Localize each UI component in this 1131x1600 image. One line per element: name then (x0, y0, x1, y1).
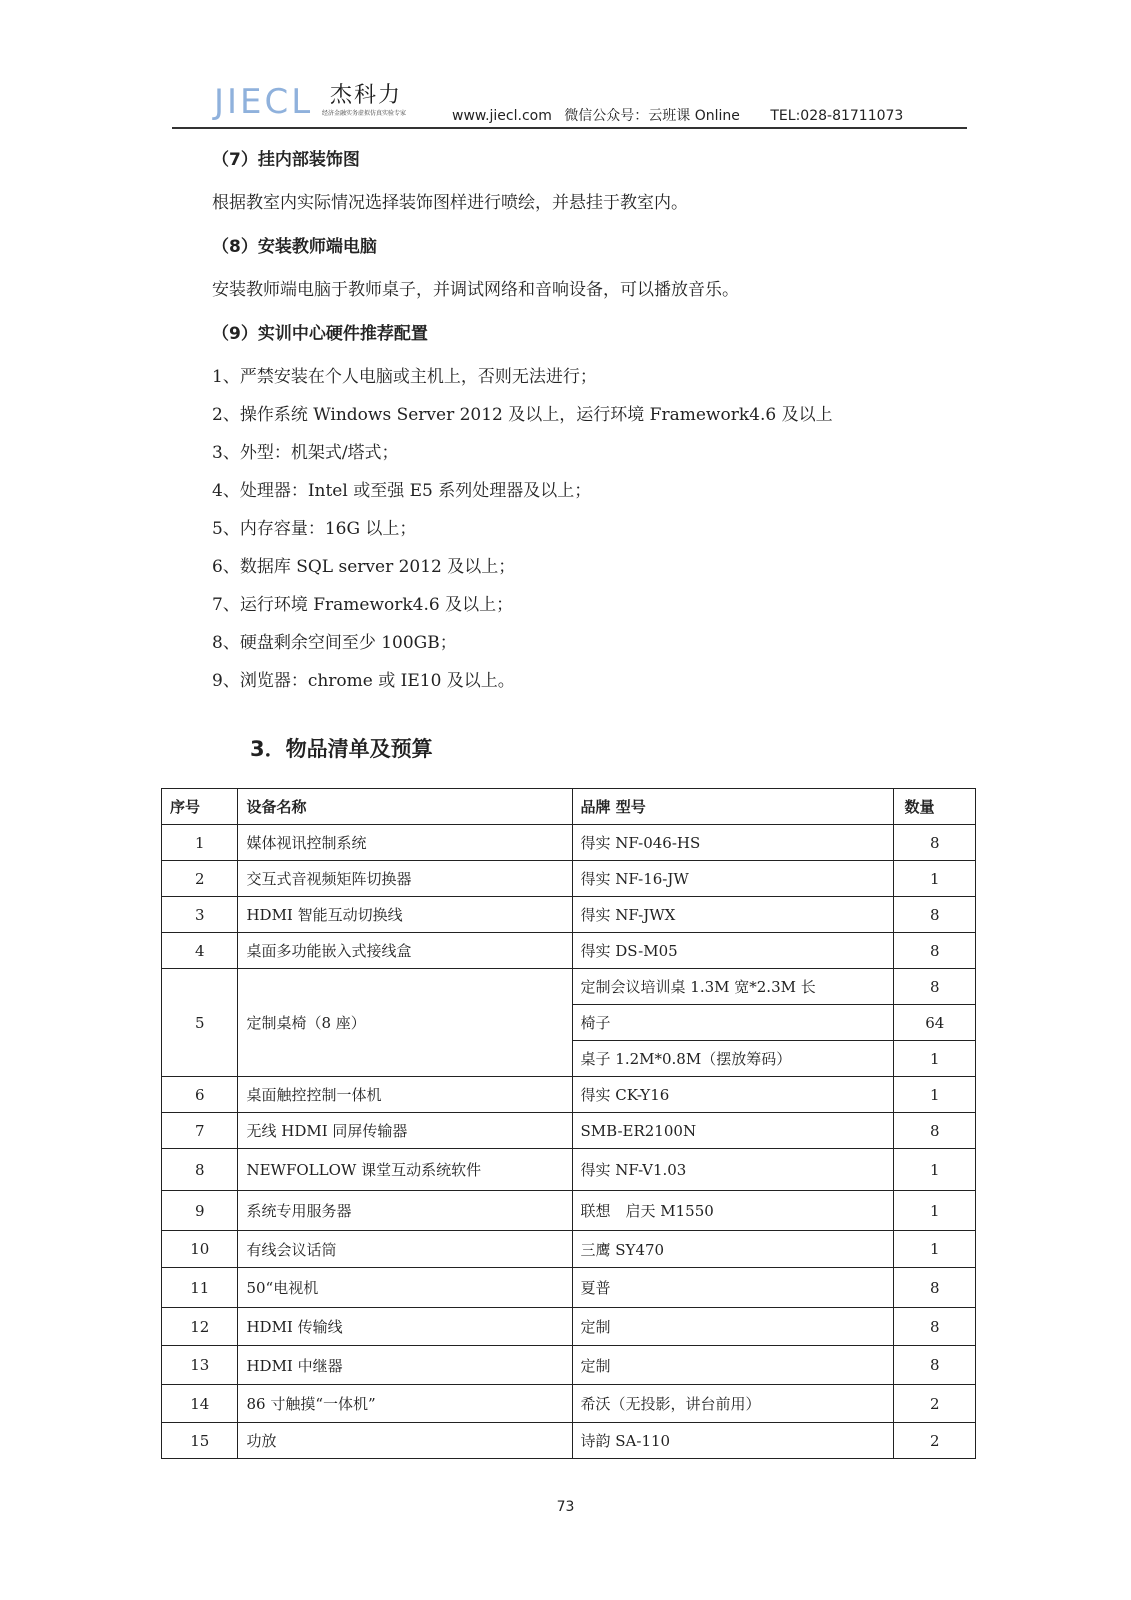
table-row (162, 897, 976, 933)
cell-name: 桌面触控控制一体机 (238, 1077, 572, 1113)
cell-no: 4 (162, 933, 238, 969)
cell-name: 桌面多功能嵌入式接线盒 (238, 933, 572, 969)
cell-brand: 联想 启天 M1550 (572, 1191, 894, 1231)
cell-brand: 定制 (572, 1346, 894, 1385)
telephone: TEL:028-81711073 (770, 108, 904, 124)
cell-name: 系统专用服务器 (238, 1191, 572, 1231)
cell-brand: 夏普 (572, 1268, 894, 1308)
cell-name: HDMI 智能互动切换线 (238, 897, 572, 933)
col-header-brand: 品牌 型号 (572, 789, 894, 825)
section-title-8: （8）安装教师端电脑 (212, 237, 377, 257)
cell-no: 5 (162, 969, 238, 1077)
cell-brand: 定制会议培训桌 1.3M 宽*2.3M 长 (572, 969, 894, 1005)
requirement-item: 3、外型：机架式/塔式； (212, 443, 399, 463)
cell-qty: 1 (894, 1191, 976, 1231)
table-row (162, 1346, 976, 1385)
cell-brand: 桌子 1.2M*0.8M（摆放筹码） (572, 1041, 894, 1077)
cell-no: 8 (162, 1149, 238, 1191)
website-link[interactable]: www.jiecl.com (452, 108, 552, 124)
cell-no: 6 (162, 1077, 238, 1113)
cell-no: 12 (162, 1308, 238, 1346)
cell-qty: 8 (894, 1308, 976, 1346)
requirement-item: 6、数据库 SQL server 2012 及以上； (212, 557, 516, 577)
cell-name: 无线 HDMI 同屏传输器 (238, 1113, 572, 1149)
cell-qty: 1 (894, 1231, 976, 1268)
budget-heading: 3．物品清单及预算 (250, 737, 433, 761)
cell-brand: 诗韵 SA-110 (572, 1423, 894, 1459)
page-number: 73 (556, 1499, 575, 1515)
cell-no: 7 (162, 1113, 238, 1149)
cell-brand: 得实 NF-16-JW (572, 861, 894, 897)
table-row (162, 1231, 976, 1268)
table-row (162, 1191, 976, 1231)
cell-brand: 三鹰 SY470 (572, 1231, 894, 1268)
cell-no: 2 (162, 861, 238, 897)
cell-name: 50“电视机 (238, 1268, 572, 1308)
cell-brand: SMB-ER2100N (572, 1113, 894, 1149)
cell-qty: 8 (894, 1346, 976, 1385)
table-row (162, 1113, 976, 1149)
cell-brand: 椅子 (572, 1005, 894, 1041)
cell-name: HDMI 中继器 (238, 1346, 572, 1385)
cell-name: 86 寸触摸“一体机” (238, 1385, 572, 1423)
cell-no: 1 (162, 825, 238, 861)
cell-qty: 1 (894, 1149, 976, 1191)
cell-no: 15 (162, 1423, 238, 1459)
contact-line (452, 105, 903, 125)
cell-no: 3 (162, 897, 238, 933)
cell-brand: 得实 NF-JWX (572, 897, 894, 933)
cell-no: 9 (162, 1191, 238, 1231)
table-row (162, 825, 976, 861)
requirement-item: 9、浏览器：chrome 或 IE10 及以上。 (212, 671, 515, 691)
cell-qty: 1 (894, 1077, 976, 1113)
cell-name: 定制桌椅（8 座） (238, 969, 572, 1077)
requirement-item: 8、硬盘剩余空间至少 100GB； (212, 633, 457, 653)
page-header (172, 78, 967, 128)
cell-qty: 1 (894, 861, 976, 897)
table-row (162, 861, 976, 897)
cell-name: 媒体视讯控制系统 (238, 825, 572, 861)
col-header-name: 设备名称 (238, 789, 572, 825)
section-title-7: （7）挂内部装饰图 (212, 150, 360, 170)
cell-brand: 得实 NF-V1.03 (572, 1149, 894, 1191)
cell-name: HDMI 传输线 (238, 1308, 572, 1346)
cell-qty: 1 (894, 1041, 976, 1077)
table-header-row (162, 789, 976, 825)
table-row (162, 1077, 976, 1113)
cell-name: 功放 (238, 1423, 572, 1459)
cell-qty: 64 (894, 1005, 976, 1041)
cell-name: 交互式音视频矩阵切换器 (238, 861, 572, 897)
table-row (162, 933, 976, 969)
cell-brand: 得实 CK-Y16 (572, 1077, 894, 1113)
company-name: 杰科力 (330, 83, 403, 108)
col-header-qty: 数量 (894, 789, 976, 825)
cell-no: 10 (162, 1231, 238, 1268)
cell-qty: 8 (894, 1113, 976, 1149)
requirement-item: 5、内存容量：16G 以上； (212, 519, 417, 539)
wechat-info: 微信公众号：云班课 Online (564, 108, 740, 124)
cell-qty: 2 (894, 1385, 976, 1423)
cell-brand: 得实 NF-046-HS (572, 825, 894, 861)
cell-brand: 得实 DS-M05 (572, 933, 894, 969)
requirement-item: 7、运行环境 Framework4.6 及以上； (212, 595, 514, 615)
table-row (162, 969, 976, 1005)
table-row (162, 1385, 976, 1423)
table-row (162, 1268, 976, 1308)
cell-qty: 8 (894, 825, 976, 861)
cell-qty: 2 (894, 1423, 976, 1459)
table-row (162, 1149, 976, 1191)
cell-no: 14 (162, 1385, 238, 1423)
cell-no: 13 (162, 1346, 238, 1385)
header-divider (172, 127, 967, 129)
table-row (162, 1308, 976, 1346)
cell-qty: 8 (894, 897, 976, 933)
cell-qty: 8 (894, 969, 976, 1005)
cell-qty: 8 (894, 1268, 976, 1308)
section-text-7: 根据教室内实际情况选择装饰图样进行喷绘，并悬挂于教室内。 (212, 193, 688, 213)
cell-brand: 希沃（无投影，讲台前用） (572, 1385, 894, 1423)
requirement-item: 2、操作系统 Windows Server 2012 及以上，运行环境 Framework4.6 及以上 (212, 405, 833, 425)
section-title-9: （9）实训中心硬件推荐配置 (212, 324, 428, 344)
company-tagline: 经济金融实务虚拟仿真实验专家 (322, 110, 407, 117)
cell-brand: 定制 (572, 1308, 894, 1346)
company-logo: JIECL (214, 82, 314, 122)
cell-name: NEWFOLLOW 课堂互动系统软件 (238, 1149, 572, 1191)
table-row (162, 1423, 976, 1459)
cell-qty: 8 (894, 933, 976, 969)
requirement-item: 4、处理器：Intel 或至强 E5 系列处理器及以上； (212, 481, 592, 501)
requirement-item: 1、严禁安装在个人电脑或主机上，否则无法进行； (212, 367, 597, 387)
section-text-8: 安装教师端电脑于教师桌子，并调试网络和音响设备，可以播放音乐。 (212, 280, 739, 300)
cell-no: 11 (162, 1268, 238, 1308)
equipment-table (161, 788, 976, 1459)
col-header-no: 序号 (162, 789, 238, 825)
cell-name: 有线会议话筒 (238, 1231, 572, 1268)
